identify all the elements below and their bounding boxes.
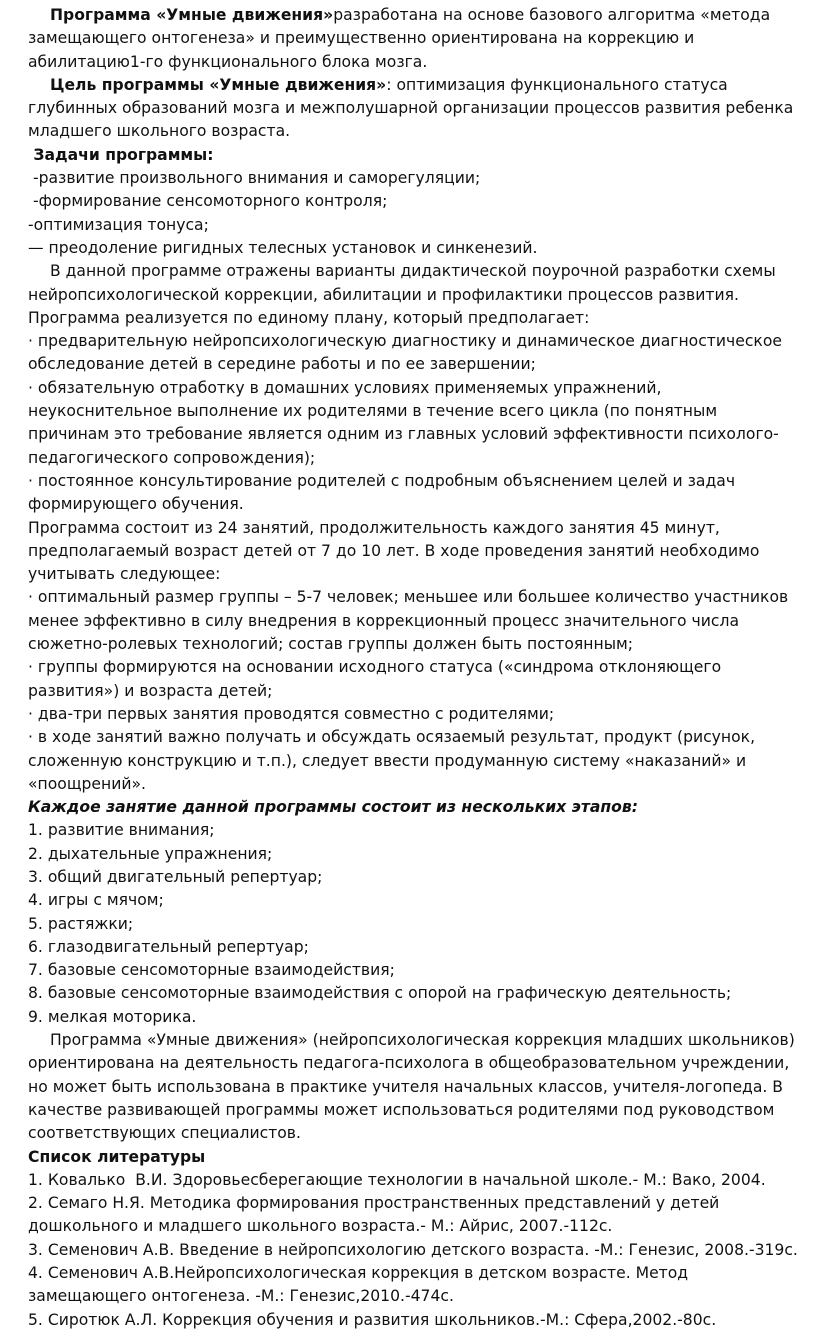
stage-item: 3. общий двигательный репертуар; [28,867,323,886]
intro-text: разработана на основе базового алгоритма «метода замещающего онтогенеза» и преимущественно ориентирована на коррекцию и абилитацию1-го функционального блока мозга. [28,6,771,71]
condition-bullet: · два-три первых занятия проводятся совместно с родителями; [28,704,555,723]
conclusion-paragraph: Программа «Умные движения» (нейропсихологическая коррекция младших школьников) ориентирована на деятельность педагога-психолога в общеобразовательном учреждении, но может быть использована в практике учителя начальных классов, учителя-логопеда. В качестве развивающей программы может использоваться родителями под руководством соответствующих специалистов. [28,1031,795,1143]
stage-item: 1. развитие внимания; [28,821,215,840]
references-heading: Список литературы [28,1147,206,1166]
condition-bullet: · в ходе занятий важно получать и обсуждать осязаемый результат, продукт (рисунок, сложенную конструкцию и т.п.), следует ввести продуманную систему «наказаний» и «поощрений». [28,728,756,793]
stage-item: 8. базовые сенсомоторные взаимодействия с опорой на графическую деятельность; [28,984,732,1003]
body-paragraph-1: В данной программе отражены варианты дидактической поурочной разработки схемы нейропсихологической коррекции, абилитации и профилактики процессов развития. Программа реализуется по единому плану, который предполагает: [28,262,776,327]
task-item: -оптимизация тонуса; [28,215,209,234]
reference-item: 3. Семенович А.В. Введение в нейропсихологию детского возраста. -М.: Генезис, 2008.-319с. [28,1240,798,1259]
plan-bullet: · предварительную нейропсихологическую диагностику и динамическое диагностическое обследование детей в середине работы и по ее завершении; [28,332,782,374]
goal-text: : оптимизация функционального статуса глубинных образований мозга и межполушарной организации процессов развития ребенка младшего школьного возраста. [28,75,794,141]
stage-item: 9. мелкая моторика. [28,1007,197,1026]
condition-bullet: · группы формируются на основании исходного статуса («синдрома отклоняющего развития») и возраста детей; [28,658,722,700]
goal-paragraph [28,74,802,144]
intro-paragraph [28,4,802,74]
condition-bullet: · оптимальный размер группы – 5-7 человек; меньшее или большее количество участников менее эффективно в силу внедрения в коррекционный процесс значительного числа сюжетно-ролевых технологий; состав группы должен быть постоянным; [28,588,789,654]
reference-item: 2. Семаго Н.Я. Методика формирования пространственных представлений у детей дошкольного и младшего школьного возраста.- М.: Айрис, 2007.-112с. [28,1194,720,1236]
task-item: — преодоление ригидных телесных установок и синкенезий. [28,238,538,257]
task-item: -формирование сенсомоторного контроля; [28,192,388,211]
intro-title: Программа «Умные движения» [50,6,334,24]
stage-item: 4. игры с мячом; [28,891,164,910]
reference-item: 1. Ковалько В.И. Здоровьесберегающие технологии в начальной школе.- М.: Вако, 2004. [28,1170,766,1189]
stages-heading: Каждое занятие данной программы состоит из нескольких этапов: [28,798,638,817]
plan-bullet: · обязательную отработку в домашних условиях применяемых упражнений, неукоснительное выполнение их родителями в течение всего цикла (по понятным причинам это требование является одним из главных условий эффективности психолого-педагогического сопровождения); [28,378,779,467]
tasks-heading: Задачи программы: [28,145,214,164]
stage-item: 7. базовые сенсомоторные взаимодействия; [28,961,395,980]
goal-title: Цель программы «Умные движения» [50,75,387,94]
reference-item: 5. Сиротюк А.Л. Коррекция обучения и развития школьников.-М.: Сфера,2002.-80с. [28,1310,717,1329]
reference-item: 4. Семенович А.В.Нейропсихологическая коррекция в детском возрасте. Метод замещающего онтогенеза. -М.: Генезис,2010.-474с. [28,1264,689,1306]
stage-item: 5. растяжки; [28,914,134,933]
task-item: -развитие произвольного внимания и саморегуляции; [28,169,481,188]
body-paragraph-2: Программа состоит из 24 занятий, продолжительность каждого занятия 45 минут, предполагаемый возраст детей от 7 до 10 лет. В ходе проведения занятий необходимо учитывать следующее: [28,518,760,584]
plan-bullet: · постоянное консультирование родителей с подробным объяснением целей и задач формирующего обучения. [28,471,736,514]
stage-item: 6. глазодвигательный репертуар; [28,937,309,956]
stage-item: 2. дыхательные упражнения; [28,844,273,863]
